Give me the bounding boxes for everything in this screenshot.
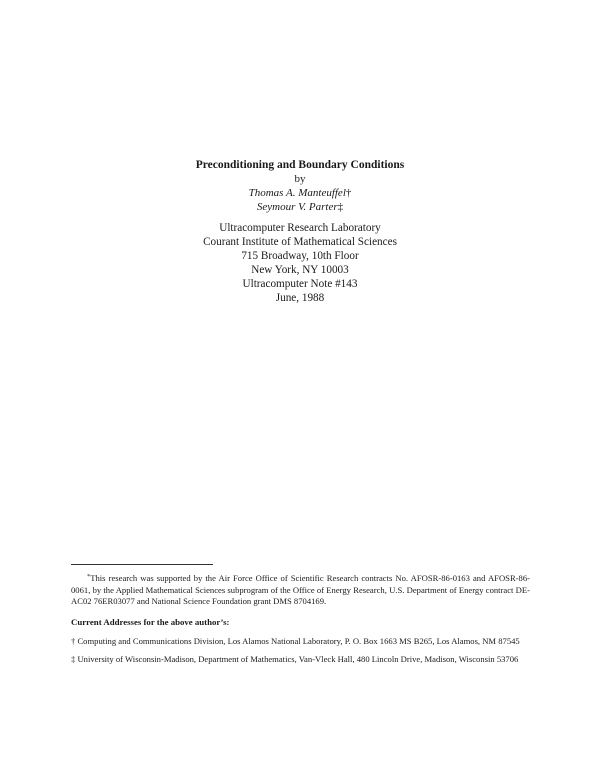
- address-1-mark: †: [71, 636, 76, 646]
- author-1-mark: †: [345, 187, 352, 199]
- footnote-rule: [71, 564, 213, 565]
- affiliation-note-number: Ultracomputer Note #143: [242, 278, 358, 290]
- title-block: [0, 158, 600, 214]
- funding-footnote: [71, 571, 530, 608]
- affiliation-street: 715 Broadway, 10th Floor: [241, 250, 359, 262]
- affiliation-block: [0, 221, 600, 305]
- author-2-name: Seymour V. Parter: [256, 201, 338, 213]
- author-1: [0, 186, 600, 200]
- address-2-mark: ‡: [71, 653, 76, 664]
- footnotes: [71, 564, 530, 671]
- affiliation-city: New York, NY 10003: [251, 264, 349, 276]
- address-2: [71, 654, 530, 666]
- author-2: [0, 200, 600, 214]
- current-addresses-heading: Current Addresses for the above author’s:: [71, 616, 230, 627]
- affiliation-lab: Ultracomputer Research Laboratory: [219, 222, 381, 234]
- affiliation-institute: Courant Institute of Mathematical Sciences: [203, 236, 397, 248]
- author-1-name: Thomas A. Manteuffel: [248, 187, 346, 199]
- affiliation-date: June, 1988: [275, 292, 325, 304]
- paper-title: Preconditioning and Boundary Conditions: [195, 159, 405, 171]
- funding-footnote-text: This research was supported by the Air Force Office of Scientific Research contracts No. AFOSR-86-0163 and AFOSR-86-0061, by the Applied Mathematical Sciences subprogram of the Office of Energy Research, U.S. Department of Energy contract DE-AC02 76ER03077 and National Science Foundation grant DMS 8704169.: [71, 573, 530, 606]
- by-line: by: [294, 173, 306, 185]
- address-1-text: Computing and Communications Division, Los Alamos National Laboratory, P. O. Box 1663 MS B265, Los Alamos, NM 87545: [77, 636, 520, 646]
- footnote-marker: *: [87, 573, 91, 580]
- author-2-mark: ‡: [337, 201, 344, 213]
- address-1: [71, 636, 530, 648]
- address-2-text: University of Wisconsin-Madison, Department of Mathematics, Van-Vleck Hall, 480 Lincoln Drive, Madison, Wisconsin 53706: [77, 653, 519, 664]
